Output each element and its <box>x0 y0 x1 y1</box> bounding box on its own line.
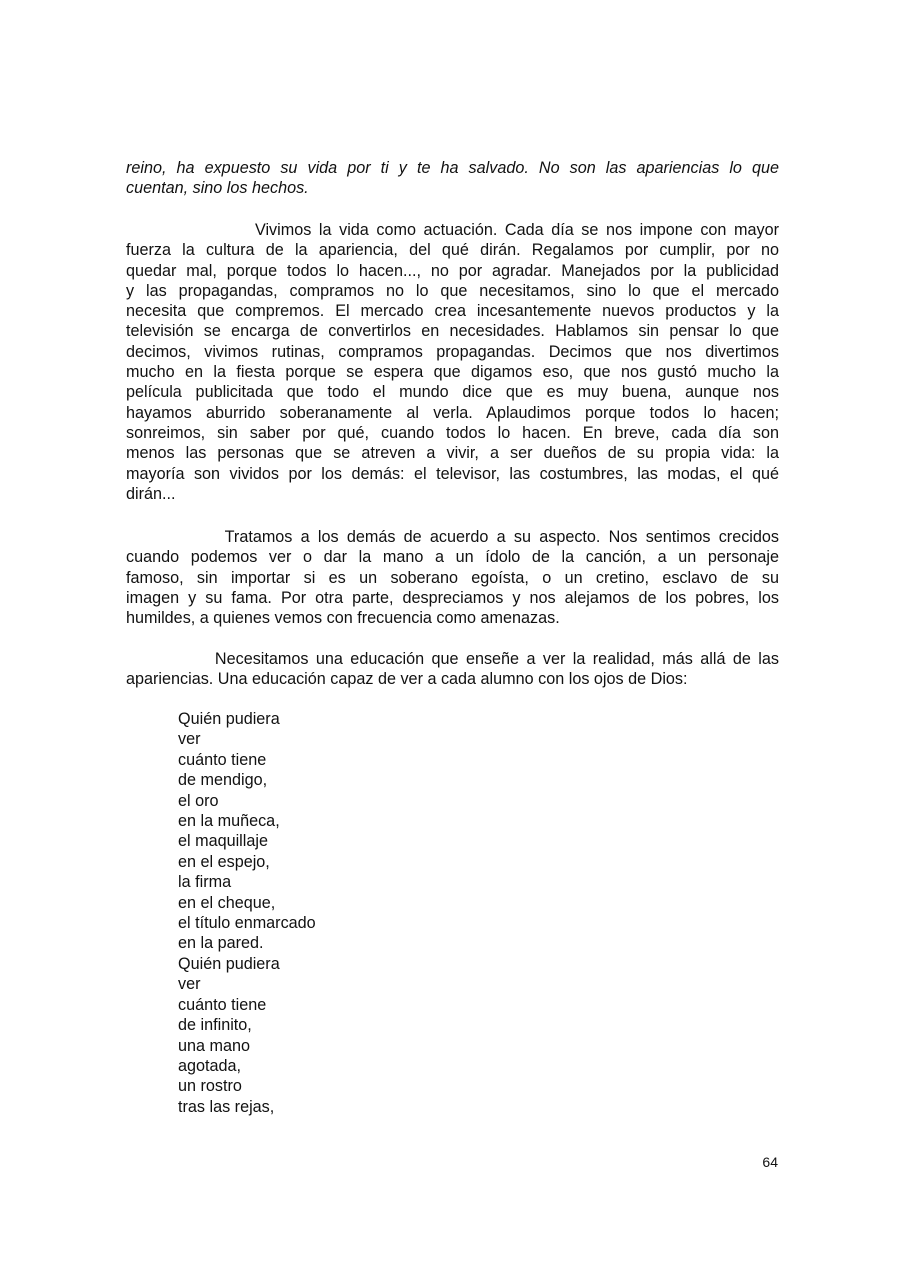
text-line: apariencias. Una educación capaz de ver a cada alumno con los ojos de Dios: <box>126 670 688 689</box>
poem-line: Quién pudiera <box>178 710 280 728</box>
poem-line: agotada, <box>178 1056 242 1075</box>
text-line: hayamos aburrido soberanamente al verla. Aplaudimos porque todos lo hacen; <box>126 403 779 422</box>
poem-line: un rostro <box>178 1077 242 1096</box>
text-line: televisión se encarga de convertirlos en necesidades. Hablamos sin pensar lo que <box>126 322 779 341</box>
text-line: imagen y su fama. Por otra parte, despreciamos y nos alejamos de los pobres, los <box>126 588 779 607</box>
poem-line: en el espejo, <box>178 852 270 871</box>
poem-line: el maquillaje <box>178 832 268 851</box>
text-line: película publicitada que todo el mundo dice que es muy buena, aunque nos <box>126 383 779 402</box>
poem-line: ver <box>178 975 201 994</box>
text-line: cuando podemos ver o dar la mano a un ídolo de la canción, a un personaje <box>126 548 779 567</box>
text-line: dirán... <box>126 484 176 503</box>
poem-line: tras las rejas, <box>178 1097 275 1116</box>
poem-line: ver <box>178 730 201 749</box>
page-number: 64 <box>762 1154 778 1170</box>
text-line: fuerza la cultura de la apariencia, del qué dirán. Regalamos por cumplir, por no <box>126 241 779 260</box>
text-line: sonreimos, sin saber por qué, cuando todos lo hacen. En breve, cada día son <box>126 423 779 442</box>
text-line: necesita que compremos. El mercado crea incesantemente nuevos productos y la <box>126 302 779 321</box>
text-line: decimos, vivimos rutinas, compramos propagandas. Decimos que nos divertimos <box>126 342 779 361</box>
poem-line: en el cheque, <box>178 893 276 912</box>
paragraph <box>126 158 779 199</box>
poem-line: de mendigo, <box>178 771 268 790</box>
poem-line: Quién pudiera <box>178 954 280 973</box>
paragraph <box>126 220 779 504</box>
paragraph <box>126 527 779 628</box>
poem-line: en la pared. <box>178 934 264 953</box>
poem-line: el oro <box>178 791 219 810</box>
text-line: famoso, sin importar si es un soberano egoísta, o un cretino, esclavo de su <box>126 568 779 587</box>
text-line: quedar mal, porque todos lo hacen..., no por agradar. Manejados por la publicidad <box>126 261 779 280</box>
poem-line: en la muñeca, <box>178 812 280 831</box>
paragraph <box>126 649 779 690</box>
poem-line: de infinito, <box>178 1016 252 1035</box>
text-line: Necesitamos una educación que enseñe a ver la realidad, más allá de las <box>126 650 779 668</box>
text-line: mayoría son vividos por los demás: el televisor, las costumbres, las modas, el qué <box>126 464 779 483</box>
poem-line: el título enmarcado <box>178 914 316 933</box>
poem-line: la firma <box>178 873 232 892</box>
text-line: y las propagandas, compramos no lo que necesitamos, sino lo que el mercado <box>126 281 779 300</box>
text-line: Vivimos la vida como actuación. Cada día se nos impone con mayor <box>126 221 779 239</box>
text-line: reino, ha expuesto su vida por ti y te ha salvado. No son las apariencias lo que <box>126 159 779 177</box>
poem-line: cuánto tiene <box>178 750 267 769</box>
poem-line: cuánto tiene <box>178 995 267 1014</box>
text-line: cuentan, sino los hechos. <box>126 179 309 198</box>
poem-line: una mano <box>178 1036 250 1055</box>
text-line: mucho en la fiesta porque se espera que digamos eso, que nos gustó mucho la <box>126 363 779 382</box>
text-line: Tratamos a los demás de acuerdo a su aspecto. Nos sentimos crecidos <box>126 528 779 546</box>
poem <box>178 709 316 1117</box>
text-line: menos las personas que se atreven a vivir, a ser dueños de su propia vida: la <box>126 444 779 463</box>
text-line: humildes, a quienes vemos con frecuencia como amenazas. <box>126 609 560 628</box>
